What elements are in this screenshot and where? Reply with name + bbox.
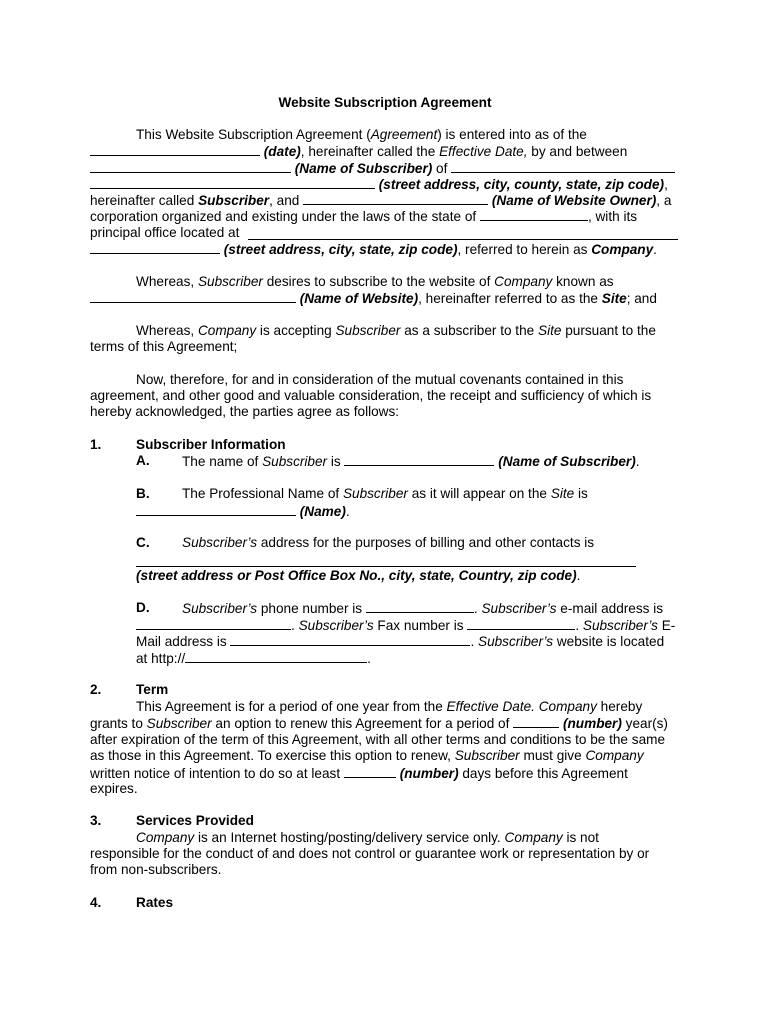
intro-line-5: hereinafter called Subscriber, and (Name of Website Owner), a — [90, 193, 672, 208]
whereas2-line-2: terms of this Agreement; — [90, 339, 238, 354]
intro-line-4: (street address, city, county, state, zip code), — [90, 176, 668, 193]
email-blank — [136, 617, 291, 630]
now-line-1: Now, therefore, for and in consideration of the mutual covenants contained in this — [136, 372, 624, 387]
term-line-2: grants to Subscriber an option to renew this Agreement for a period of (number) year(s) — [90, 716, 668, 731]
section-1-number: 1. — [90, 437, 102, 452]
item-b-text: The Professional Name of Subscriber as it will appear on the Site is — [182, 486, 588, 501]
item-a-label: A. — [136, 453, 150, 468]
email2-blank — [230, 633, 470, 646]
item-d-line-3: Mail address is . Subscriber’s website is located — [136, 634, 665, 649]
item-c-text: Subscriber’s address for the purposes of billing and other contacts is — [182, 535, 595, 550]
item-b-blank — [136, 503, 296, 516]
company-address-blank — [90, 241, 220, 254]
intro-line-6: corporation organized and existing under the laws of the state of , with its — [90, 209, 638, 224]
intro-line-3: (Name of Subscriber) of — [90, 160, 675, 177]
renew-period-blank — [513, 715, 559, 728]
office-blank — [248, 239, 678, 240]
intro-line-8: (street address, city, state, zip code), referred to herein as Company. — [90, 241, 657, 258]
services-line-3: from non-subscribers. — [90, 862, 222, 877]
document-title: Website Subscription Agreement — [278, 95, 492, 110]
item-d-line-2: . Subscriber’s Fax number is . Subscriber’s E- — [136, 617, 675, 634]
item-c-blank — [136, 566, 636, 567]
section-3-number: 3. — [90, 813, 102, 828]
item-b-line-2: (Name). — [136, 503, 350, 520]
item-a-text: The name of Subscriber is (Name of Subscriber). — [182, 454, 640, 469]
subscriber-of-blank — [451, 160, 675, 173]
section-3-heading: Services Provided — [136, 813, 254, 828]
website-owner-blank — [303, 192, 488, 205]
item-a-blank — [344, 453, 494, 466]
term-line-6: expires. — [90, 781, 138, 796]
section-1-heading: Subscriber Information — [136, 437, 286, 452]
term-line-5: written notice of intention to do so at least (number) days before this Agreement — [90, 766, 628, 781]
whereas2-line-1: Whereas, Company is accepting Subscriber as a subscriber to the Site pursuant to the — [136, 323, 656, 338]
phone-blank — [366, 600, 474, 613]
item-d-label: D. — [136, 600, 150, 615]
section-4-heading: Rates — [136, 895, 174, 910]
date-blank — [90, 143, 260, 156]
item-c-line-3: (street address or Post Office Box No., city, state, Country, zip code). — [136, 568, 581, 583]
subscriber-address-blank — [90, 176, 375, 189]
item-b-label: B. — [136, 486, 150, 501]
state-blank — [480, 208, 588, 221]
website-url-blank — [185, 650, 367, 663]
term-line-4: as those in this Agreement. To exercise this option to renew, Subscriber must give Company — [90, 748, 644, 763]
now-line-2: agreement, and other good and valuable consideration, the receipt and sufficiency of which is — [90, 388, 652, 403]
section-4-number: 4. — [90, 895, 102, 910]
term-line-3: after expiration of the term of this Agreement, with all other terms and conditions to be the same — [90, 732, 666, 747]
subscriber-name-blank — [90, 160, 291, 173]
term-line-1: This Agreement is for a period of one year from the Effective Date. Company hereby — [136, 699, 643, 714]
intro-line-2: (date), hereinafter called the Effective Date, by and between — [90, 143, 627, 160]
services-line-2: responsible for the conduct of and does not control or guarantee work or representation by or — [90, 846, 650, 861]
whereas1-line-2: (Name of Website), hereinafter referred to as the Site; and — [90, 290, 657, 307]
item-d-line-4: at http:// . — [136, 651, 371, 666]
section-2-number: 2. — [90, 682, 102, 697]
intro-line-7: principal office located at — [90, 225, 240, 240]
whereas1-line-1: Whereas, Subscriber desires to subscribe to the website of Company known as — [136, 274, 614, 289]
item-d-line-1: Subscriber’s phone number is . Subscriber’s e-mail address is — [182, 601, 664, 616]
section-2-heading: Term — [136, 682, 169, 697]
now-line-3: hereby acknowledged, the parties agree as follows: — [90, 404, 400, 419]
notice-days-blank — [344, 765, 396, 778]
services-line-1: Company is an Internet hosting/posting/delivery service only. Company is not — [136, 830, 599, 845]
intro-line-1: This Website Subscription Agreement (Agreement) is entered into as of the — [136, 127, 587, 142]
item-c-label: C. — [136, 535, 150, 550]
fax-blank — [467, 617, 575, 630]
website-name-blank — [90, 290, 296, 303]
